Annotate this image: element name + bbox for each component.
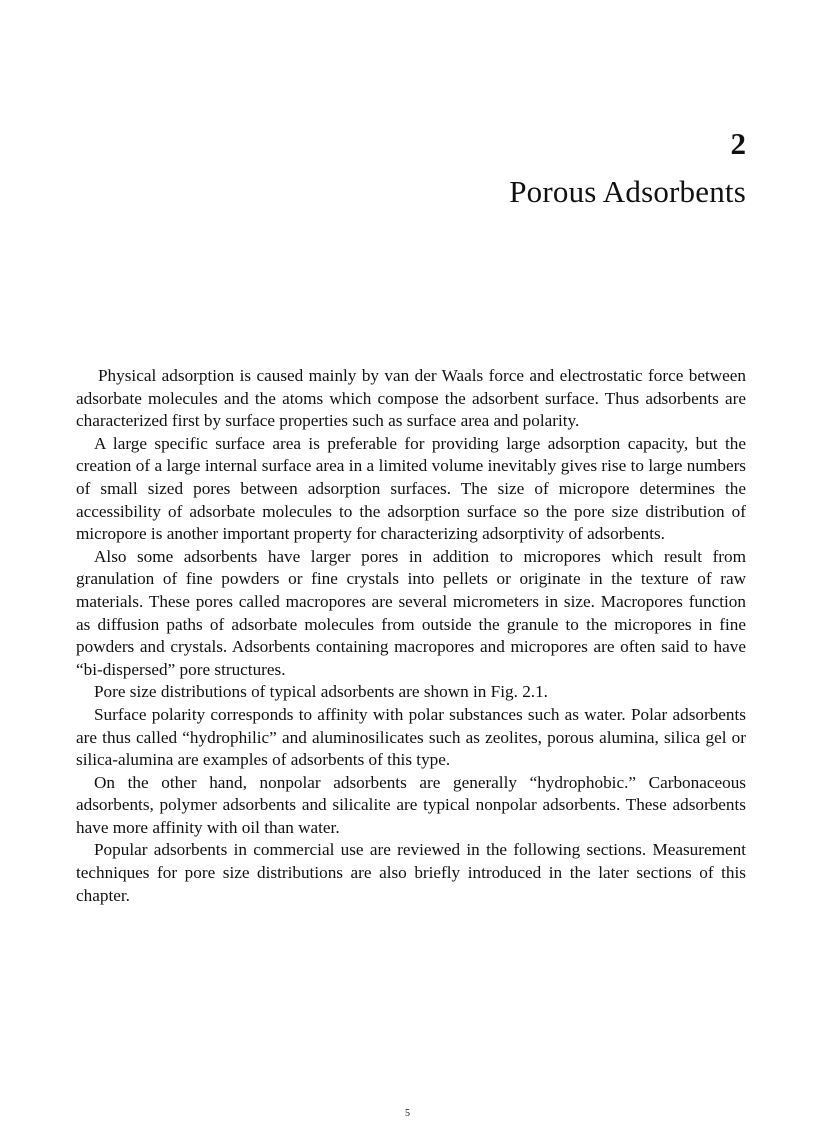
paragraph: A large specific surface area is preferable for providing large adsorption capacity, but the creation of a large internal surface area in a limited volume inevitably gives rise to large numbers of small sized pores between adsorption surfaces. The size of micropore determines the accessibility of adsorbate molecules to the adsorption surface so the pore size distribution of micropore is another important property for characterizing adsorptivity of adsorbents. xyxy=(76,433,746,544)
paragraph: On the other hand, nonpolar adsorbents are generally “hydrophobic.” Carbonaceous adsorbents, polymer adsorbents and silicalite are typical nonpolar adsorbents. These adsorbents have more affinity with oil than water. xyxy=(76,772,746,837)
chapter-title: Porous Adsorbents xyxy=(509,174,746,209)
paragraph: Also some adsorbents have larger pores in addition to micropores which result from granulation of fine powders or fine crystals into pellets or originate in the texture of raw materials. These pores called macropores are several micrometers in size. Macropores function as diffusion paths of adsorbate molecules from outside the granule to the micropores in fine powders and crystals. Adsorbents containing macropores and micropores are often said to have “bi-dispersed” pore structures. xyxy=(76,546,746,679)
page-number: 5 xyxy=(405,1108,410,1119)
chapter-number: 2 xyxy=(730,126,746,161)
paragraph: Popular adsorbents in commercial use are reviewed in the following sections. Measurement techniques for pore size distributions are also briefly introduced in the later sections of this chapter. xyxy=(76,840,746,905)
paragraph: Pore size distributions of typical adsorbents are shown in Fig. 2.1. xyxy=(94,682,548,702)
paragraph: Surface polarity corresponds to affinity with polar substances such as water. Polar adsorbents are thus called “hydrophilic” and aluminosilicates such as zeolites, porous alumina, silica gel or silica-alumina are examples of adsorbents of this type. xyxy=(76,704,746,770)
chapter-body xyxy=(76,365,746,907)
paragraph: Physical adsorption is caused mainly by van der Waals force and electrostatic force between adsorbate molecules and the atoms which compose the adsorbent surface. Thus adsorbents are characterized first by surface properties such as surface area and polarity. xyxy=(76,366,746,431)
